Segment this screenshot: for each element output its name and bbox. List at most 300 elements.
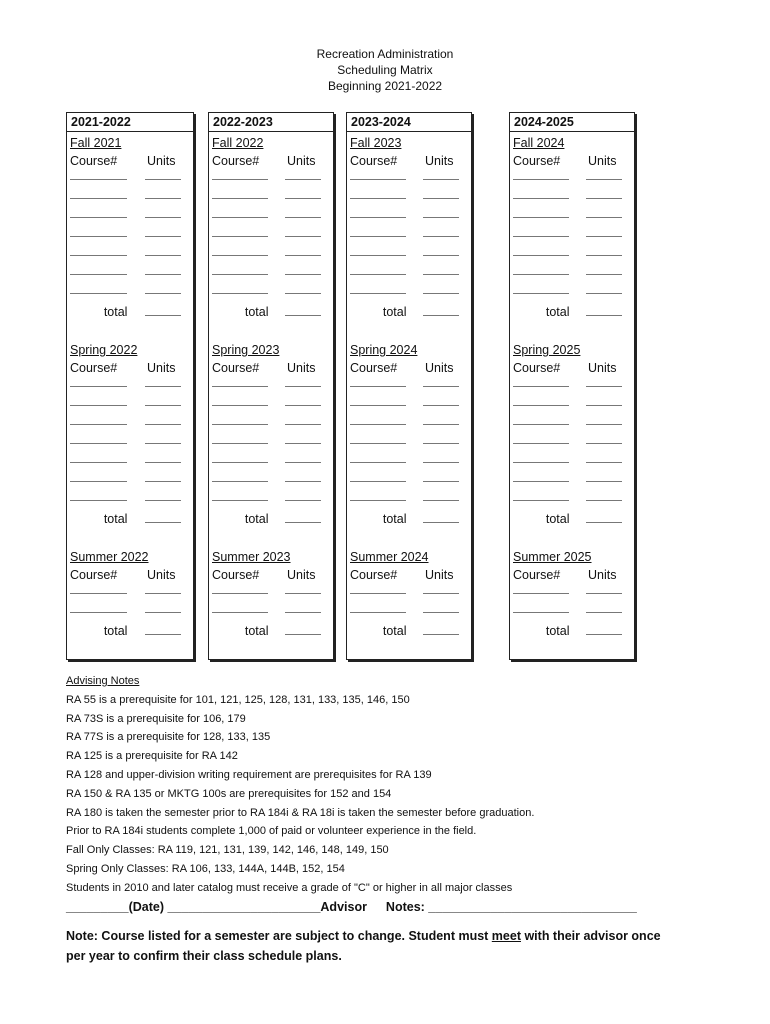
course-blank[interactable]	[70, 386, 127, 387]
course-blank[interactable]	[513, 274, 569, 275]
course-row	[209, 603, 333, 622]
course-blank[interactable]	[350, 179, 406, 180]
course-row	[67, 227, 193, 246]
units-blank[interactable]	[285, 424, 321, 425]
course-row	[67, 491, 193, 510]
title-line-2: Scheduling Matrix	[337, 63, 433, 77]
year-header: 2024-2025	[510, 113, 634, 132]
course-blank[interactable]	[70, 443, 127, 444]
course-blank[interactable]	[70, 500, 127, 501]
units-blank[interactable]	[586, 481, 622, 482]
advising-note: Spring Only Classes: RA 106, 133, 144A, 144B, 152, 154	[66, 862, 345, 875]
course-blank[interactable]	[70, 255, 127, 256]
course-row	[209, 491, 333, 510]
course-blank[interactable]	[513, 217, 569, 218]
course-row	[209, 377, 333, 396]
units-blank[interactable]	[423, 274, 459, 275]
course-row	[347, 227, 471, 246]
course-rows	[510, 377, 634, 510]
units-label: Units	[287, 154, 316, 168]
units-label: Units	[147, 154, 176, 168]
course-row	[510, 208, 634, 227]
total-row	[67, 303, 193, 321]
course-blank[interactable]	[513, 405, 569, 406]
course-row	[67, 453, 193, 472]
total-label: total	[244, 624, 269, 638]
course-row	[209, 453, 333, 472]
units-blank[interactable]	[145, 293, 181, 294]
course-blank[interactable]	[513, 462, 569, 463]
advising-note: RA 55 is a prerequisite for 101, 121, 125, 128, 131, 133, 135, 146, 150	[66, 693, 410, 706]
course-label: Course#	[513, 361, 561, 375]
course-blank[interactable]	[350, 386, 406, 387]
advising-note: RA 73S is a prerequisite for 106, 179	[66, 712, 246, 725]
total-label: total	[244, 512, 269, 526]
advising-note: RA 150 & RA 135 or MKTG 100s are prerequisites for 152 and 154	[66, 787, 392, 800]
total-blank[interactable]	[145, 634, 181, 635]
course-row	[347, 584, 471, 603]
units-blank[interactable]	[145, 612, 181, 613]
course-blank[interactable]	[350, 612, 406, 613]
total-blank[interactable]	[285, 522, 321, 523]
course-blank[interactable]	[212, 179, 268, 180]
total-row	[510, 622, 634, 640]
units-blank[interactable]	[586, 198, 622, 199]
course-label: Course#	[513, 154, 561, 168]
course-row	[347, 265, 471, 284]
course-row	[510, 434, 634, 453]
course-rows	[347, 584, 471, 622]
units-blank[interactable]	[423, 255, 459, 256]
units-blank[interactable]	[285, 179, 321, 180]
term-label-fall: Fall 2022	[212, 136, 264, 150]
units-blank[interactable]	[586, 217, 622, 218]
course-blank[interactable]	[350, 500, 406, 501]
units-blank[interactable]	[423, 593, 459, 594]
course-header	[510, 152, 634, 170]
course-rows	[209, 377, 333, 510]
units-blank[interactable]	[145, 198, 181, 199]
course-row	[347, 415, 471, 434]
term-label-spring: Spring 2022	[70, 343, 138, 357]
year-header: 2023-2024	[347, 113, 471, 132]
course-header	[510, 566, 634, 584]
course-row	[67, 472, 193, 491]
total-label: total	[103, 305, 128, 319]
course-label: Course#	[70, 154, 118, 168]
course-blank[interactable]	[350, 405, 406, 406]
course-blank[interactable]	[350, 424, 406, 425]
term-label-fall: Fall 2023	[350, 136, 402, 150]
course-blank[interactable]	[350, 293, 406, 294]
course-row	[67, 265, 193, 284]
year-column	[346, 112, 472, 660]
units-blank[interactable]	[423, 217, 459, 218]
term-block-spring	[67, 341, 193, 528]
course-blank[interactable]	[212, 255, 268, 256]
total-blank[interactable]	[285, 315, 321, 316]
course-header	[67, 566, 193, 584]
units-blank[interactable]	[423, 500, 459, 501]
total-blank[interactable]	[285, 634, 321, 635]
units-blank[interactable]	[285, 593, 321, 594]
course-row	[209, 227, 333, 246]
course-row	[510, 377, 634, 396]
term-block-fall	[67, 134, 193, 321]
advising-note: Students in 2010 and later catalog must receive a grade of "C" or higher in all major classes	[66, 881, 513, 894]
course-rows	[510, 584, 634, 622]
total-label: total	[545, 624, 570, 638]
course-blank[interactable]	[212, 500, 268, 501]
total-label: total	[382, 512, 407, 526]
document-title	[0, 46, 770, 94]
course-blank[interactable]	[70, 293, 127, 294]
course-rows	[347, 170, 471, 303]
course-row	[209, 472, 333, 491]
units-blank[interactable]	[586, 612, 622, 613]
units-blank[interactable]	[285, 293, 321, 294]
term-label-summer: Summer 2022	[70, 550, 149, 564]
course-row	[510, 584, 634, 603]
course-row	[67, 284, 193, 303]
course-blank[interactable]	[212, 236, 268, 237]
course-label: Course#	[212, 361, 260, 375]
total-blank[interactable]	[145, 315, 181, 316]
course-blank[interactable]	[513, 236, 569, 237]
year-column	[208, 112, 334, 660]
total-row	[510, 510, 634, 528]
units-blank[interactable]	[145, 481, 181, 482]
year-header: 2022-2023	[209, 113, 333, 132]
course-row	[347, 491, 471, 510]
course-blank[interactable]	[70, 217, 127, 218]
units-blank[interactable]	[586, 293, 622, 294]
course-label: Course#	[350, 154, 398, 168]
course-row	[347, 377, 471, 396]
year-header: 2021-2022	[67, 113, 193, 132]
course-header	[347, 152, 471, 170]
term-block-summer	[67, 548, 193, 640]
footer-note-part1: Note: Course listed for a semester are subject to change. Student must	[66, 929, 492, 943]
term-label-summer: Summer 2023	[212, 550, 291, 564]
course-blank[interactable]	[513, 593, 569, 594]
course-blank[interactable]	[212, 612, 268, 613]
course-blank[interactable]	[350, 236, 406, 237]
course-row	[510, 189, 634, 208]
course-row	[209, 189, 333, 208]
course-label: Course#	[212, 568, 260, 582]
units-blank[interactable]	[145, 443, 181, 444]
units-blank[interactable]	[145, 424, 181, 425]
units-blank[interactable]	[423, 293, 459, 294]
units-blank[interactable]	[586, 255, 622, 256]
units-blank[interactable]	[285, 462, 321, 463]
units-blank[interactable]	[423, 236, 459, 237]
course-label: Course#	[70, 568, 118, 582]
units-blank[interactable]	[145, 500, 181, 501]
course-blank[interactable]	[212, 462, 268, 463]
units-blank[interactable]	[586, 179, 622, 180]
units-blank[interactable]	[145, 462, 181, 463]
units-blank[interactable]	[423, 443, 459, 444]
units-blank[interactable]	[586, 593, 622, 594]
course-label: Course#	[513, 568, 561, 582]
course-blank[interactable]	[513, 424, 569, 425]
course-blank[interactable]	[350, 593, 406, 594]
course-row	[510, 491, 634, 510]
course-blank[interactable]	[70, 481, 127, 482]
title-line-3: Beginning 2021-2022	[327, 79, 443, 93]
advising-notes-heading: Advising Notes	[66, 675, 140, 687]
units-blank[interactable]	[285, 255, 321, 256]
units-blank[interactable]	[285, 236, 321, 237]
course-row	[67, 208, 193, 227]
course-rows	[347, 377, 471, 510]
term-label-spring: Spring 2025	[513, 343, 581, 357]
course-blank[interactable]	[350, 255, 406, 256]
units-blank[interactable]	[285, 217, 321, 218]
term-label-fall: Fall 2024	[513, 136, 565, 150]
units-blank[interactable]	[423, 424, 459, 425]
course-blank[interactable]	[70, 612, 127, 613]
term-block-fall	[209, 134, 333, 321]
units-blank[interactable]	[285, 612, 321, 613]
term-block-summer	[209, 548, 333, 640]
course-row	[347, 284, 471, 303]
course-row	[67, 377, 193, 396]
course-row	[209, 208, 333, 227]
total-row	[209, 510, 333, 528]
units-blank[interactable]	[586, 236, 622, 237]
course-row	[347, 208, 471, 227]
total-blank[interactable]	[423, 315, 459, 316]
year-column	[509, 112, 635, 660]
course-blank[interactable]	[513, 443, 569, 444]
course-row	[67, 603, 193, 622]
course-blank[interactable]	[513, 612, 569, 613]
total-row	[347, 510, 471, 528]
course-row	[347, 170, 471, 189]
advising-note: RA 180 is taken the semester prior to RA 184i & RA 18i is taken the semester before graduation.	[66, 806, 535, 819]
units-label: Units	[425, 361, 454, 375]
total-row	[510, 303, 634, 321]
course-row	[209, 284, 333, 303]
advising-note: Fall Only Classes: RA 119, 121, 131, 139, 142, 146, 148, 149, 150	[66, 844, 389, 857]
advising-note: RA 77S is a prerequisite for 128, 133, 135	[66, 731, 271, 744]
total-label: total	[244, 305, 269, 319]
total-blank[interactable]	[586, 634, 622, 635]
units-blank[interactable]	[145, 179, 181, 180]
term-label-summer: Summer 2024	[350, 550, 429, 564]
course-blank[interactable]	[70, 462, 127, 463]
course-blank[interactable]	[350, 217, 406, 218]
units-blank[interactable]	[586, 500, 622, 501]
course-blank[interactable]	[212, 274, 268, 275]
course-blank[interactable]	[70, 274, 127, 275]
units-blank[interactable]	[586, 274, 622, 275]
course-row	[510, 227, 634, 246]
units-blank[interactable]	[145, 386, 181, 387]
course-blank[interactable]	[212, 424, 268, 425]
units-blank[interactable]	[285, 386, 321, 387]
term-label-fall: Fall 2021	[70, 136, 122, 150]
units-blank[interactable]	[285, 500, 321, 501]
course-blank[interactable]	[212, 293, 268, 294]
units-blank[interactable]	[285, 198, 321, 199]
course-row	[67, 246, 193, 265]
course-rows	[209, 584, 333, 622]
course-row	[67, 415, 193, 434]
total-blank[interactable]	[145, 522, 181, 523]
course-blank[interactable]	[513, 255, 569, 256]
course-blank[interactable]	[70, 236, 127, 237]
course-blank[interactable]	[350, 481, 406, 482]
course-header	[347, 359, 471, 377]
total-row	[209, 303, 333, 321]
course-blank[interactable]	[350, 443, 406, 444]
footer-note	[66, 926, 666, 966]
units-blank[interactable]	[285, 481, 321, 482]
term-label-spring: Spring 2024	[350, 343, 418, 357]
course-blank[interactable]	[70, 198, 127, 199]
course-row	[347, 246, 471, 265]
course-row	[510, 603, 634, 622]
course-blank[interactable]	[350, 274, 406, 275]
course-blank[interactable]	[212, 217, 268, 218]
units-label: Units	[425, 154, 454, 168]
course-blank[interactable]	[513, 500, 569, 501]
course-blank[interactable]	[212, 405, 268, 406]
course-blank[interactable]	[70, 405, 127, 406]
course-label: Course#	[350, 568, 398, 582]
course-row	[67, 189, 193, 208]
course-row	[510, 453, 634, 472]
units-blank[interactable]	[586, 424, 622, 425]
course-blank[interactable]	[70, 424, 127, 425]
course-row	[347, 434, 471, 453]
course-blank[interactable]	[350, 462, 406, 463]
units-blank[interactable]	[586, 405, 622, 406]
course-rows	[67, 584, 193, 622]
term-label-spring: Spring 2023	[212, 343, 280, 357]
total-row	[67, 510, 193, 528]
course-blank[interactable]	[212, 593, 268, 594]
total-label: total	[382, 624, 407, 638]
course-blank[interactable]	[513, 386, 569, 387]
title-line-1: Recreation Administration	[316, 47, 454, 61]
units-blank[interactable]	[423, 481, 459, 482]
total-label: total	[103, 624, 128, 638]
units-label: Units	[147, 361, 176, 375]
units-label: Units	[588, 361, 617, 375]
signature-line	[66, 898, 637, 916]
units-blank[interactable]	[586, 462, 622, 463]
course-blank[interactable]	[212, 443, 268, 444]
term-block-fall	[510, 134, 634, 321]
units-blank[interactable]	[145, 255, 181, 256]
units-label: Units	[588, 154, 617, 168]
total-row	[209, 622, 333, 640]
course-row	[510, 415, 634, 434]
units-blank[interactable]	[586, 386, 622, 387]
total-blank[interactable]	[586, 315, 622, 316]
units-label: Units	[287, 361, 316, 375]
course-header	[209, 566, 333, 584]
total-blank[interactable]	[423, 522, 459, 523]
course-row	[209, 584, 333, 603]
units-blank[interactable]	[423, 179, 459, 180]
units-blank[interactable]	[145, 593, 181, 594]
units-blank[interactable]	[586, 443, 622, 444]
course-row	[209, 396, 333, 415]
course-row	[510, 396, 634, 415]
course-row	[347, 603, 471, 622]
course-blank[interactable]	[513, 198, 569, 199]
units-blank[interactable]	[423, 612, 459, 613]
course-blank[interactable]	[70, 593, 127, 594]
units-blank[interactable]	[423, 405, 459, 406]
course-row	[67, 396, 193, 415]
course-row	[209, 170, 333, 189]
course-blank[interactable]	[513, 179, 569, 180]
course-label: Course#	[350, 361, 398, 375]
term-block-summer	[510, 548, 634, 640]
course-header	[67, 359, 193, 377]
units-blank[interactable]	[145, 405, 181, 406]
course-blank[interactable]	[212, 481, 268, 482]
course-row	[510, 284, 634, 303]
course-header	[67, 152, 193, 170]
course-row	[347, 472, 471, 491]
units-blank[interactable]	[285, 443, 321, 444]
course-row	[510, 472, 634, 491]
course-blank[interactable]	[513, 293, 569, 294]
course-rows	[209, 170, 333, 303]
course-row	[510, 246, 634, 265]
term-block-spring	[209, 341, 333, 528]
units-label: Units	[425, 568, 454, 582]
course-blank[interactable]	[70, 179, 127, 180]
units-blank[interactable]	[423, 386, 459, 387]
course-blank[interactable]	[350, 198, 406, 199]
course-blank[interactable]	[212, 386, 268, 387]
units-blank[interactable]	[423, 198, 459, 199]
course-row	[209, 246, 333, 265]
course-blank[interactable]	[513, 481, 569, 482]
units-blank[interactable]	[145, 274, 181, 275]
course-header	[209, 152, 333, 170]
course-header	[347, 566, 471, 584]
course-row	[347, 189, 471, 208]
course-blank[interactable]	[212, 198, 268, 199]
total-blank[interactable]	[586, 522, 622, 523]
total-blank[interactable]	[423, 634, 459, 635]
total-label: total	[545, 512, 570, 526]
units-blank[interactable]	[285, 405, 321, 406]
course-label: Course#	[212, 154, 260, 168]
units-blank[interactable]	[423, 462, 459, 463]
course-rows	[510, 170, 634, 303]
course-row	[67, 170, 193, 189]
course-row	[67, 434, 193, 453]
total-label: total	[545, 305, 570, 319]
units-blank[interactable]	[145, 217, 181, 218]
units-blank[interactable]	[285, 274, 321, 275]
units-label: Units	[588, 568, 617, 582]
total-row	[347, 622, 471, 640]
notes-field: Notes: ______________________________	[385, 900, 637, 914]
units-blank[interactable]	[145, 236, 181, 237]
